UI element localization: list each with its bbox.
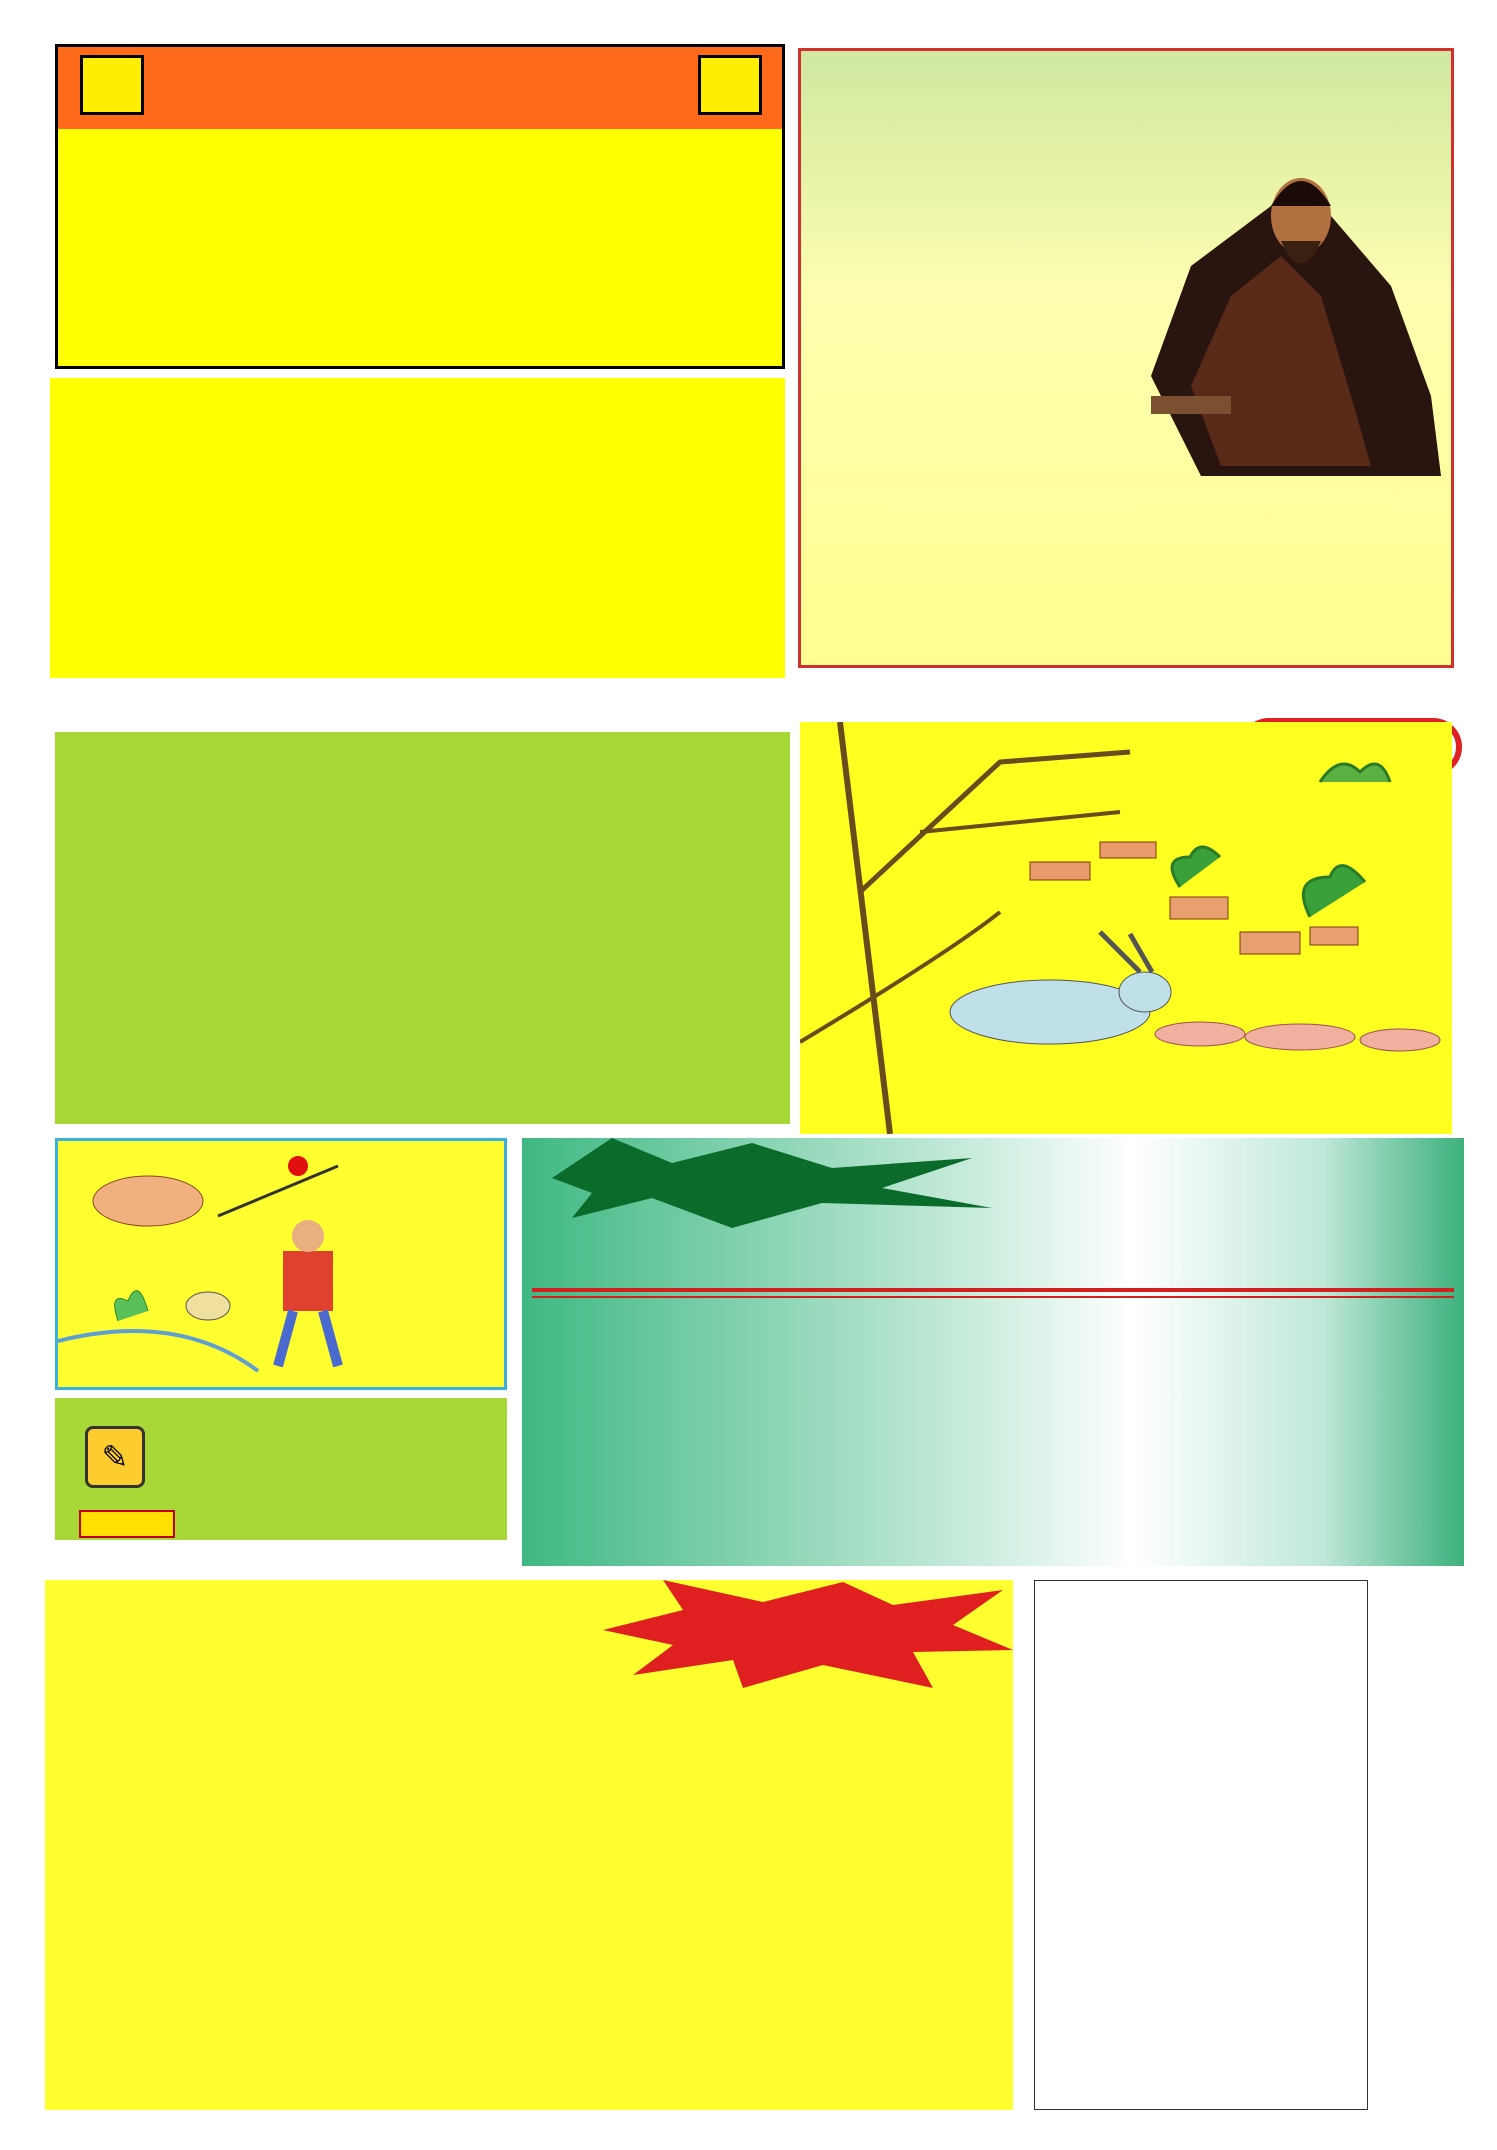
story-panel: [522, 1138, 1464, 1566]
flower-panel: [55, 732, 790, 1124]
jieshu-panel: [55, 1398, 507, 1540]
poem-title-right-box: [698, 55, 762, 115]
sage-illustration: [1131, 146, 1451, 476]
left-border-strip: [0, 26, 26, 2124]
right-border-strip: [1471, 26, 1497, 2124]
poem-panel: [55, 44, 785, 369]
grid-lower: [1039, 1839, 1365, 2107]
zodiac-panel: [45, 1580, 1013, 2110]
top-border-strip: [0, 0, 1497, 26]
bagua-row-3: [813, 467, 826, 489]
jieshu-icon: ✎: [85, 1426, 145, 1488]
story-rule-top: [532, 1288, 1454, 1292]
xuanji-illustration: [800, 722, 1452, 1134]
poem-title-left-box: [80, 55, 144, 115]
hunter-illustration: [55, 1138, 507, 1390]
story-banner-starburst-icon: [552, 1138, 992, 1228]
poem-title: [208, 53, 638, 119]
bagua-row-1: [813, 343, 826, 365]
jieshu-label: [79, 1510, 175, 1538]
zodiac-grid-panel: [1034, 1580, 1368, 2110]
bagua-row-2: [813, 405, 826, 427]
bagua-panel: [798, 48, 1454, 668]
bagua-row-5: [813, 591, 826, 613]
bagua-row-4: [813, 529, 826, 551]
picks-panel: [50, 378, 785, 678]
rabbit-scene-icon: [800, 722, 1452, 1134]
hunter-scene-icon: [58, 1141, 504, 1387]
bottom-border-strip: [0, 2124, 1497, 2150]
grid-top-rows: [1039, 1585, 1365, 1683]
story-rule-bottom: [532, 1296, 1454, 1298]
poem-title-bar: [58, 47, 782, 129]
grid-balls: [1039, 1687, 1365, 1827]
zodiac-starburst-icon: [593, 1580, 1013, 1690]
bagua-row-0: [813, 281, 826, 303]
